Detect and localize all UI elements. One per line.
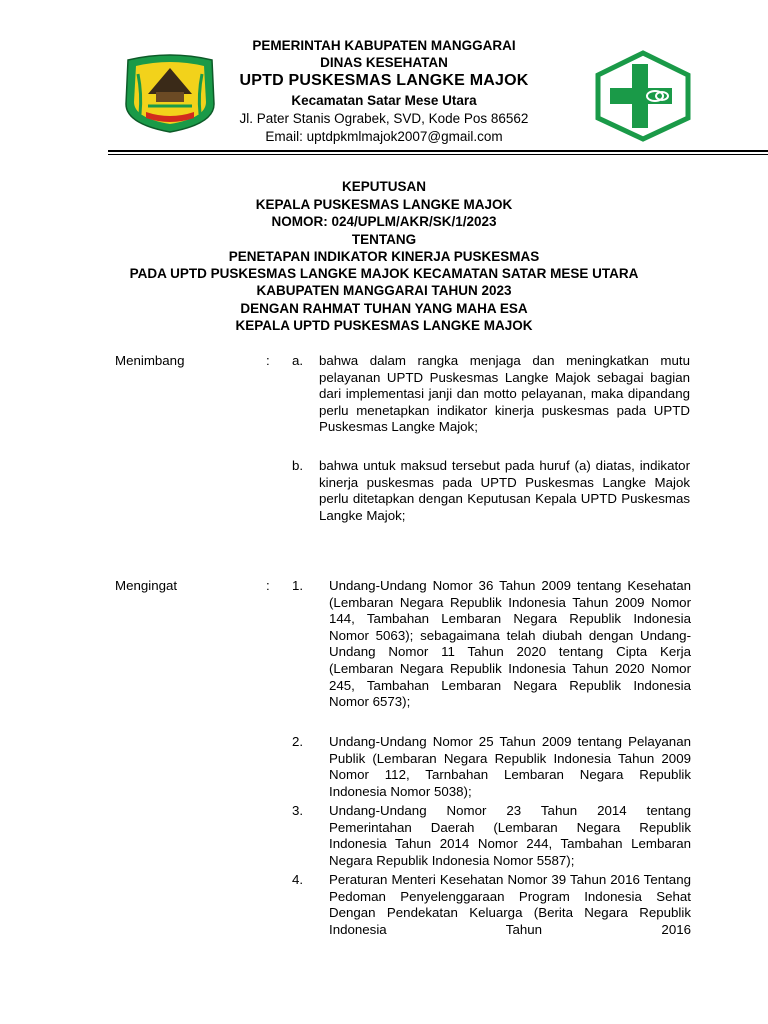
decree-title: KEPUTUSAN <box>341 179 426 194</box>
decree-about: TENTANG <box>351 232 417 247</box>
header-institution: UPTD PUSKESMAS LANGKE MAJOK <box>239 72 529 89</box>
header-district: Kecamatan Satar Mese Utara <box>291 93 477 108</box>
decree-subject-1: PENETAPAN INDIKATOR KINERJA PUSKESMAS <box>228 249 540 264</box>
decree-issuer: KEPALA PUSKESMAS LANGKE MAJOK <box>255 197 513 212</box>
mengingat-item-3: Undang-Undang Nomor 23 Tahun 2014 tentang Pemerintahan Daerah (Lembaran Negara Republik Indonesia Tahun 2014 Nomor 244, Tambahan Lembaran Negara Republik Indonesia Nomor 5587); <box>329 803 691 868</box>
header-email: Email: uptdpkmlmajok2007@gmail.com <box>265 129 503 144</box>
menimbang-label: Menimbang <box>115 353 185 368</box>
decree-authority: KEPALA UPTD PUSKESMAS LANGKE MAJOK <box>235 318 533 333</box>
decree-subject-3: KABUPATEN MANGGARAI TAHUN 2023 <box>256 283 512 298</box>
header-department: DINAS KESEHATAN <box>320 55 448 70</box>
mengingat-marker-4: 4. <box>292 872 304 887</box>
mengingat-marker-2: 2. <box>292 734 304 749</box>
mengingat-colon: : <box>266 578 270 593</box>
menimbang-item-a: bahwa dalam rangka menjaga dan meningkatkan mutu pelayanan UPTD Puskesmas Langke Majok sebagai bagian dari implementasi janji dan motto pelayanan, maka dipandang perlu menetapkan indikator kinerja puskesmas pada UPTD Puskesmas Langke Majok; <box>319 353 690 435</box>
mengingat-marker-3: 3. <box>292 803 304 818</box>
header-divider-thin <box>108 154 768 155</box>
mengingat-item-1: Undang-Undang Nomor 36 Tahun 2009 tentang Kesehatan (Lembaran Negara Republik Indonesia Tahun 2009 Nomor 144, Tambahan Lembaran Negara Republik Indonesia Nomor 5063); sebagaimana telah diubah dengan Undang-Undang Nomor 11 Tahun 2020 tentang Cipta Kerja (Lembaran Negara Republik Indonesia Tahun 2020 Nomor 245, Tambahan Lembaran Negara Republik Indonesia Nomor 6573); <box>329 578 691 710</box>
menimbang-colon: : <box>266 353 270 368</box>
decree-blessing: DENGAN RAHMAT TUHAN YANG MAHA ESA <box>240 301 528 316</box>
decree-subject-2: PADA UPTD PUSKESMAS LANGKE MAJOK KECAMATAN SATAR MESE UTARA <box>129 266 639 281</box>
menimbang-marker-b: b. <box>292 458 304 473</box>
mengingat-item-2: Undang-Undang Nomor 25 Tahun 2009 tentang Pelayanan Publik (Lembaran Negara Republik Indonesia Tahun 2009 Nomor 112, Tarnbahan Lembaran Negara Republik Indonesia Nomor 5038); <box>329 734 691 799</box>
header-government: PEMERINTAH KABUPATEN MANGGARAI <box>252 38 516 53</box>
mengingat-item-4: Peraturan Menteri Kesehatan Nomor 39 Tahun 2016 Tentang Pedoman Penyelenggaraan Program Indonesia Sehat Dengan Pendekatan Keluarga (Berita Negara Republik Indonesia Tahun 2016 <box>329 872 691 937</box>
header-address: Jl. Pater Stanis Ograbek, SVD, Kode Pos 86562 <box>239 111 529 126</box>
mengingat-marker-1: 1. <box>292 578 304 593</box>
menimbang-item-b: bahwa untuk maksud tersebut pada huruf (a) diatas, indikator kinerja puskesmas pada UPTD Puskesmas Langke Majok perlu ditetapkan dengan Keputusan Kepala UPTD Puskesmas Langke Majok; <box>319 458 690 523</box>
mengingat-label: Mengingat <box>115 578 178 593</box>
header-divider-thick <box>108 150 768 152</box>
menimbang-marker-a: a. <box>292 353 304 368</box>
decree-number: NOMOR: 024/UPLM/AKR/SK/1/2023 <box>271 214 497 229</box>
